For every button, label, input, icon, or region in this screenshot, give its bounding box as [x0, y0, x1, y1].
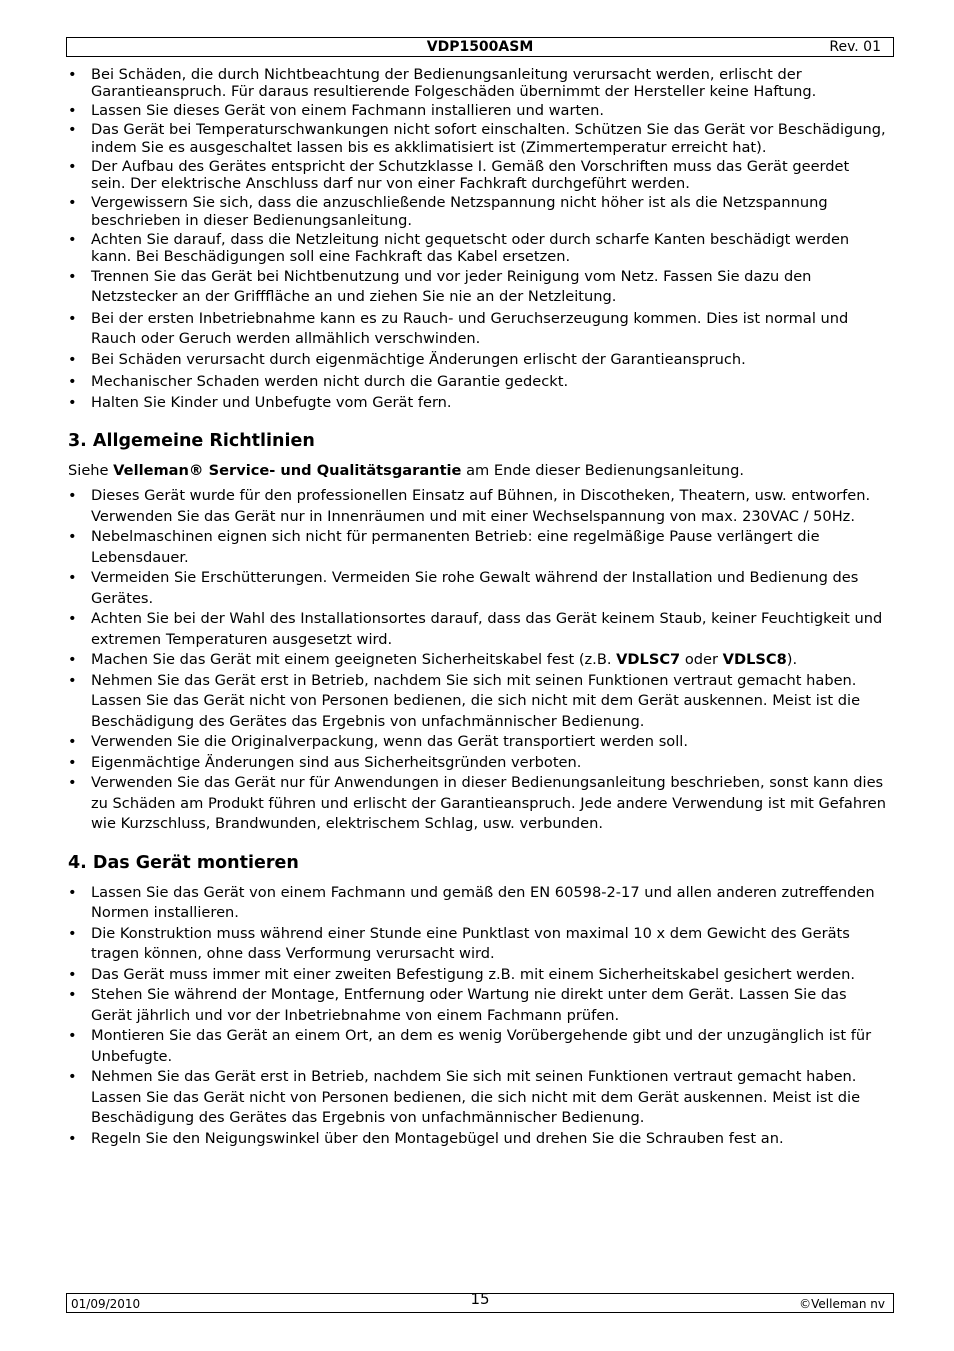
product-code: VDLSC7 [616, 651, 681, 669]
list-item: • Bei Schäden, die durch Nichtbeachtung der Bedienungsanleitung verursacht werden, erlischt der Garantieanspruch. Für daraus resultierende Folgeschäden übernimmt der Hersteller keine Haftung. [68, 66, 886, 101]
list-item: • Mechanischer Schaden werden nicht durch die Garantie gedeckt. [68, 372, 886, 392]
page-number: 15 [470, 1290, 490, 1308]
list-item: • Lassen Sie dieses Gerät von einem Fachmann installieren und warten. [68, 102, 886, 119]
list-item: • Stehen Sie während der Montage, Entfernung oder Wartung nie direkt unter dem Gerät. Lassen Sie das Gerät jährlich und vor der Inbetriebnahme von einem Fachmann prüfen. [68, 985, 886, 1026]
list-item: • Vermeiden Sie Erschütterungen. Vermeiden Sie rohe Gewalt während der Installation und Bedienung des Gerätes. [68, 568, 886, 609]
list-item: • Eigenmächtige Änderungen sind aus Sicherheitsgründen verboten. [68, 753, 886, 774]
revision-label: Rev. 01 [829, 39, 881, 55]
list-item-safety-cable [68, 650, 886, 671]
cable-text-middle: oder [680, 651, 723, 669]
list-item: • Das Gerät bei Temperaturschwankungen nicht sofort einschalten. Schützen Sie das Gerät vor Beschädigung, indem Sie es ausgeschaltet lassen bis es akklimatisiert ist (Zimmertemperatur erreicht hat). [68, 121, 886, 156]
safety-list [68, 66, 886, 413]
list-item: • Der Aufbau des Gerätes entspricht der Schutzklasse I. Gemäß den Vorschriften muss das Gerät geerdet sein. Der elektrische Anschluss darf nur von einer Fachkraft durchgeführt werden. [68, 158, 886, 193]
list-item: • Verwenden Sie das Gerät nur für Anwendungen in dieser Bedienungsanleitung beschrieben, sonst kann dies zu Schäden am Produkt führen und erlischt der Garantieanspruch. Jede andere Verwendung ist mit Gefahren wie Kurzschluss, Brandwunden, elektrischem Schlag, usw. verbunden. [68, 773, 886, 835]
page-footer [66, 1290, 894, 1313]
page-content [68, 66, 886, 1149]
intro-prefix: Siehe [68, 462, 114, 480]
footer-date: 01/09/2010 [71, 1297, 141, 1311]
list-item: • Nebelmaschinen eignen sich nicht für permanenten Betrieb: eine regelmäßige Pause verlängert die Lebensdauer. [68, 527, 886, 568]
list-item: • Die Konstruktion muss während einer Stunde eine Punktlast von maximal 10 x dem Gewicht des Geräts tragen können, ohne dass Verformung verursacht wird. [68, 924, 886, 965]
guidelines-list [68, 486, 886, 835]
intro-suffix: am Ende dieser Bedienungsanleitung. [461, 462, 745, 480]
list-item: • Lassen Sie das Gerät von einem Fachmann und gemäß den EN 60598-2-17 und allen anderen zutreffenden Normen installieren. [68, 883, 886, 924]
list-item: • Achten Sie bei der Wahl des Installationsortes darauf, dass das Gerät keinem Staub, keiner Feuchtigkeit und extremen Temperaturen ausgesetzt wird. [68, 609, 886, 650]
mounting-list [68, 883, 886, 1150]
cable-text-prefix: Machen Sie das Gerät mit einem geeigneten Sicherheitskabel fest (z.B. [91, 651, 617, 669]
list-item: • Achten Sie darauf, dass die Netzleitung nicht gequetscht oder durch scharfe Kanten beschädigt werden kann. Bei Beschädigungen soll eine Fachkraft das Kabel ersetzen. [68, 231, 886, 266]
section-heading-mounting: 4. Das Gerät montieren [68, 852, 299, 873]
page-header [66, 37, 894, 57]
list-item: • Trennen Sie das Gerät bei Nichtbenutzung und vor jeder Reinigung vom Netz. Fassen Sie dazu den Netzstecker an der Grifffläche an und ziehen Sie nie an der Netzleitung. [68, 267, 886, 307]
section-intro [68, 461, 886, 481]
cable-text-suffix: ). [786, 651, 798, 669]
section-heading-guidelines: 3. Allgemeine Richtlinien [68, 431, 315, 452]
list-item: • Bei der ersten Inbetriebnahme kann es zu Rauch- und Geruchserzeugung kommen. Dies ist normal und Rauch oder Geruch werden allmählich verschwinden. [68, 309, 886, 349]
list-item: • Halten Sie Kinder und Unbefugte vom Gerät fern. [68, 393, 886, 413]
footer-copyright: ©Velleman nv [799, 1297, 885, 1311]
list-item: • Bei Schäden verursacht durch eigenmächtige Änderungen erlischt der Garantieanspruch. [68, 350, 886, 370]
list-item: • Dieses Gerät wurde für den professionellen Einsatz auf Bühnen, in Discotheken, Theatern, usw. entworfen. Verwenden Sie das Gerät nur in Innenräumen und mit einer Wechselspannung von max. 230VAC / 50Hz. [68, 486, 886, 527]
document-title: VDP1500ASM [426, 39, 534, 55]
warranty-reference: Velleman® Service- und Qualitätsgarantie [113, 462, 462, 480]
list-item: • Verwenden Sie die Originalverpackung, wenn das Gerät transportiert werden soll. [68, 732, 886, 753]
list-item: • Nehmen Sie das Gerät erst in Betrieb, nachdem Sie sich mit seinen Funktionen vertraut gemacht haben. Lassen Sie das Gerät nicht von Personen bedienen, die sich nicht mit dem Gerät auskennen. Meist ist die Beschädigung des Gerätes das Ergebnis von unfachmännischer Bedienung. [68, 671, 886, 733]
list-item: • Das Gerät muss immer mit einer zweiten Befestigung z.B. mit einem Sicherheitskabel gesichert werden. [68, 965, 886, 986]
list-item: • Regeln Sie den Neigungswinkel über den Montagebügel und drehen Sie die Schrauben fest an. [68, 1129, 886, 1150]
list-item: • Montieren Sie das Gerät an einem Ort, an dem es wenig Vorübergehende gibt und der unzugänglich ist für Unbefugte. [68, 1026, 886, 1067]
list-item: • Vergewissern Sie sich, dass die anzuschließende Netzspannung nicht höher ist als die Netzspannung beschrieben in dieser Bedienungsanleitung. [68, 194, 886, 229]
product-code: VDLSC8 [722, 651, 787, 669]
list-item: • Nehmen Sie das Gerät erst in Betrieb, nachdem Sie sich mit seinen Funktionen vertraut gemacht haben. Lassen Sie das Gerät nicht von Personen bedienen, die sich nicht mit dem Gerät auskennen. Meist ist die Beschädigung des Gerätes das Ergebnis von unfachmännischer Bedienung. [68, 1067, 886, 1129]
